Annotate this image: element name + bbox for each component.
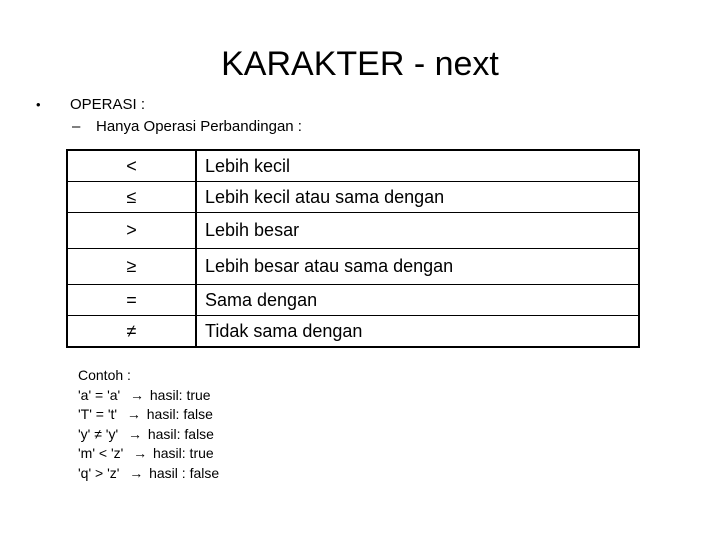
operator-symbol: = <box>67 285 196 316</box>
example-result: hasil: true <box>152 445 214 461</box>
operator-symbol: ≤ <box>67 182 196 213</box>
operator-symbol: ≥ <box>67 249 196 285</box>
example-line <box>78 425 219 445</box>
example-expression: 'a' = 'a' <box>78 386 121 403</box>
table-row <box>67 285 639 316</box>
example-expression: 'q' > 'z' <box>78 464 120 481</box>
sub-bullet-marker: – <box>72 118 81 135</box>
sub-bullet-item <box>72 118 302 136</box>
operator-meaning: Tidak sama dengan <box>205 320 363 341</box>
operator-meaning: Sama dengan <box>196 285 639 316</box>
operator-symbol: > <box>67 213 196 249</box>
operator-symbol: ≠ <box>67 316 196 348</box>
bullet-item-operasi <box>36 96 145 114</box>
operator-meaning: Lebih kecil atau sama dengan <box>196 182 639 213</box>
arrow-right-icon: → <box>127 425 142 442</box>
example-expression: 'T' = 't' <box>78 406 118 422</box>
example-expression: 'y' ≠ 'y' <box>78 425 119 442</box>
sub-bullet-text: Hanya Operasi Perbandingan : <box>96 118 302 135</box>
example-line <box>78 464 219 484</box>
example-result: hasil: false <box>147 425 214 442</box>
example-line <box>78 405 219 425</box>
bullet-marker: • <box>36 97 41 112</box>
operator-meaning: Lebih besar <box>196 213 639 249</box>
example-result: hasil : false <box>149 464 220 481</box>
example-line <box>78 444 219 464</box>
table-row <box>67 249 639 285</box>
table-row <box>67 316 639 348</box>
bullet-text: OPERASI : <box>70 96 146 113</box>
example-expression: 'm' < 'z' <box>78 445 124 461</box>
table-row <box>67 213 639 249</box>
example-line <box>78 386 219 406</box>
table-row <box>67 182 639 213</box>
table-row <box>67 150 639 182</box>
slide-title: KARAKTER - next <box>221 45 499 83</box>
arrow-right-icon: → <box>126 406 141 422</box>
operator-meaning: Lebih besar atau sama dengan <box>196 249 639 285</box>
operator-meaning: Lebih kecil <box>196 150 639 182</box>
arrow-right-icon: → <box>129 464 144 481</box>
example-result: hasil: false <box>146 406 213 422</box>
operator-symbol: < <box>67 150 196 182</box>
arrow-right-icon: → <box>130 386 144 403</box>
examples-heading: Contoh : <box>78 367 131 383</box>
examples-block <box>78 366 219 483</box>
arrow-right-icon: → <box>133 445 148 461</box>
operator-table <box>66 149 640 348</box>
example-result: hasil: true <box>149 386 211 403</box>
